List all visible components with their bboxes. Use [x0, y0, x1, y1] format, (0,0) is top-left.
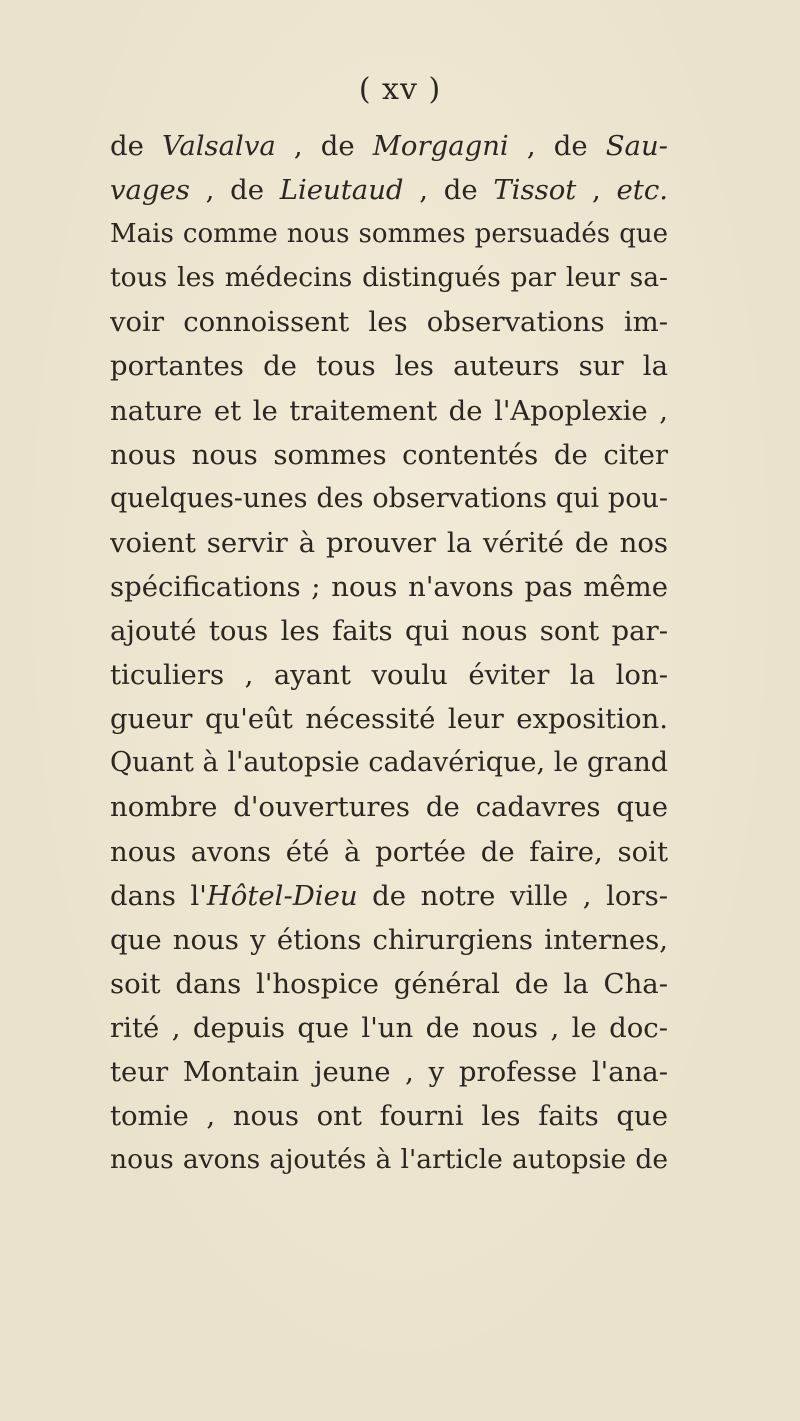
italic-text: Valsalva: [162, 130, 276, 162]
italic-text: Hôtel-Dieu: [206, 879, 358, 912]
text-run: nombre d'ouvertures de cadavres que: [110, 791, 668, 824]
text-line: [110, 124, 668, 168]
text-run: voient servir à prouver la vérité de nos: [110, 526, 668, 559]
text-run: , de: [403, 174, 494, 207]
text-run: ajouté tous les faits qui nous sont par-: [110, 615, 668, 648]
text-run: gueur qu'eût nécessité leur exposition.: [110, 703, 668, 736]
text-line: [110, 565, 668, 609]
text-run: nous avons été à portée de faire, soit: [110, 835, 668, 868]
text-run: , de: [508, 130, 606, 162]
text-run: dans l': [110, 879, 207, 912]
text-run: ticuliers , ayant voulu éviter la lon-: [110, 659, 668, 692]
text-line: [110, 521, 668, 565]
text-line: [110, 874, 668, 918]
page-number: ( xv ): [358, 72, 442, 107]
text-run: que nous y étions chirurgiens internes,: [110, 923, 668, 956]
text-line: [110, 918, 668, 962]
text-run: portantes de tous les auteurs sur la: [110, 350, 668, 383]
text-line: [110, 433, 668, 477]
text-run: teur Montain jeune , y professe l'ana-: [110, 1055, 668, 1088]
italic-text: Morgagni: [372, 130, 509, 162]
text-line: [110, 212, 668, 256]
text-run: de: [110, 130, 162, 162]
italic-text: Sau-: [605, 130, 668, 162]
text-run: Mais comme nous sommes persuadés que: [110, 219, 668, 250]
text-line: [110, 168, 668, 212]
text-run: voir connoissent les observations im-: [110, 306, 668, 339]
text-line: [110, 609, 668, 653]
text-run: rité , depuis que l'un de nous , le doc-: [110, 1011, 668, 1044]
text-run: soit dans l'hospice général de la Cha-: [110, 967, 668, 1000]
text-line: [110, 1094, 668, 1138]
text-run: quelques-unes des observations qui pou-: [110, 482, 668, 514]
text-line: [110, 1138, 668, 1182]
text-run: nous nous sommes contentés de citer: [110, 438, 668, 471]
text-line: [110, 653, 668, 697]
text-run: , de: [189, 174, 280, 207]
text-run: nature et le traitement de l'Apoplexie ,: [110, 394, 668, 427]
text-line: [110, 962, 668, 1006]
text-run: ,: [576, 174, 617, 207]
text-run: nous avons ajoutés à l'article autopsie de: [110, 1144, 668, 1176]
text-run: , de: [275, 130, 373, 162]
text-line: [110, 697, 668, 741]
text-line: [110, 344, 668, 388]
text-line: [110, 741, 668, 785]
text-run: de notre ville , lors-: [357, 879, 668, 912]
text-run: tomie , nous ont fourni les faits que: [110, 1100, 668, 1133]
text-run: spécifications ; nous n'avons pas même: [110, 570, 668, 603]
text-line: [110, 389, 668, 433]
text-run: tous les médecins distingués par leur sa-: [110, 262, 668, 294]
text-line: [110, 256, 668, 300]
italic-text: vages: [110, 174, 190, 207]
text-line: [110, 1050, 668, 1094]
italic-text: Tissot: [493, 174, 577, 207]
text-run: Quant à l'autopsie cadavérique, le grand: [110, 747, 668, 779]
italic-text: Lieutaud: [279, 174, 404, 207]
italic-text: etc.: [616, 174, 668, 207]
text-line: [110, 300, 668, 344]
body-text: [110, 124, 668, 1182]
text-line: [110, 1006, 668, 1050]
text-line: [110, 477, 668, 521]
text-line: [110, 830, 668, 874]
text-line: [110, 785, 668, 829]
